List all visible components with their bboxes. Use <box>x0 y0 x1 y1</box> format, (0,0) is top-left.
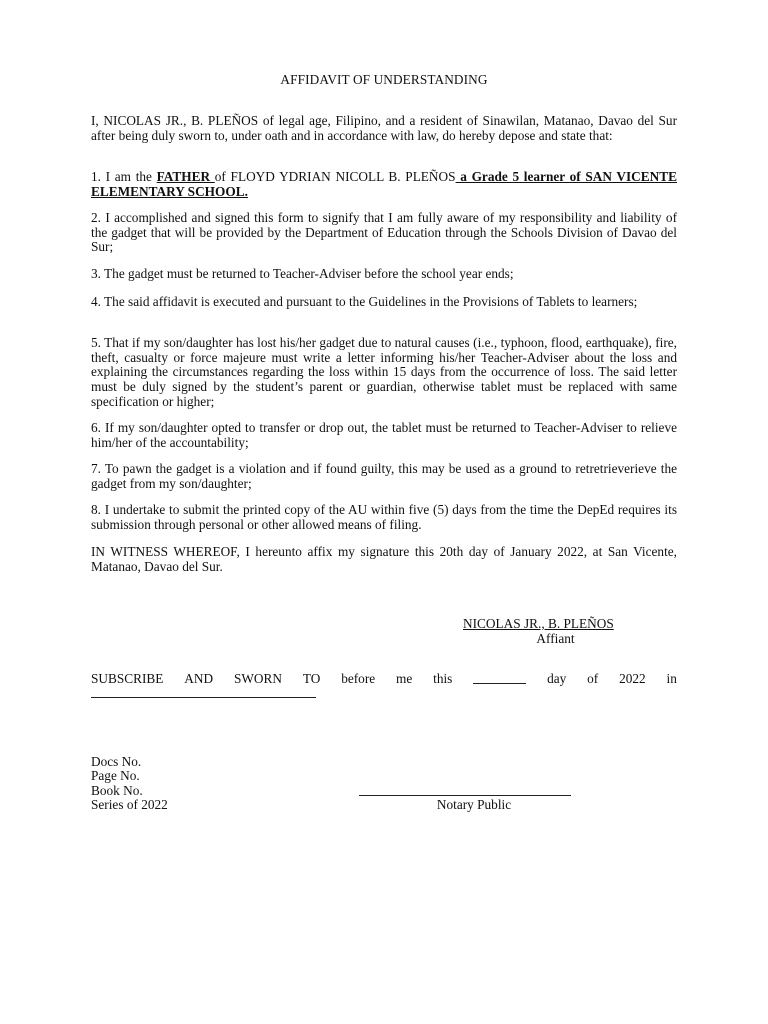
paragraph-8: 8. I undertake to submit the printed copy of the AU within five (5) days from the time the DepEd requires its submission through personal or other allowed means of filing. <box>91 502 677 532</box>
paragraph-3: 3. The gadget must be returned to Teacher-Adviser before the school year ends; <box>91 266 514 281</box>
document-title: AFFIDAVIT OF UNDERSTANDING <box>280 72 488 87</box>
notary-label: Notary Public <box>436 797 512 812</box>
witness-paragraph: IN WITNESS WHEREOF, I hereunto affix my signature this 20th day of January 2022, at San Vicente, Matanao, Davao del Sur. <box>91 544 677 574</box>
place-blank-line <box>91 697 316 698</box>
book-no: Book No. <box>91 783 143 798</box>
intro-paragraph: I, NICOLAS JR., B. PLEÑOS of legal age, Filipino, and a resident of Sinawilan, Matanao, Davao del Sur after being duly sworn to, under oath and in accordance with law, do hereby depose and state that: <box>91 113 677 143</box>
affiant-name: NICOLAS JR., B. PLEÑOS <box>463 616 614 631</box>
p1-role: FATHER <box>156 169 215 184</box>
p1-prefix: 1. I am the <box>91 169 157 184</box>
series: Series of 2022 <box>91 797 168 812</box>
page-no: Page No. <box>91 768 140 783</box>
paragraph-4: 4. The said affidavit is executed and pursuant to the Guidelines in the Provisions of Tablets to learners; <box>91 294 638 309</box>
sworn-word: before <box>341 671 376 686</box>
sworn-word: in <box>666 671 677 686</box>
paragraph-2: 2. I accomplished and signed this form to signify that I am fully aware of my responsibility and liability of the gadget that will be provided by the Department of Education through the Schools Division of Davao del Sur; <box>91 210 677 255</box>
paragraph-7: 7. To pawn the gadget is a violation and if found guilty, this may be used as a ground to retretrieverieve the gadget from my son/daughter; <box>91 461 677 491</box>
sworn-word: 2022 <box>619 671 646 686</box>
sworn-statement <box>91 672 677 687</box>
day-blank-line <box>473 672 526 684</box>
sworn-word: SWORN <box>233 671 282 686</box>
sworn-word: AND <box>184 671 214 686</box>
paragraph-5: 5. That if my son/daughter has lost his/her gadget due to natural causes (i.e., typhoon, flood, earthquake), fire, theft, casualty or force majeure must write a letter informing his/her Teacher-Adviser about the loss and explaining the circumstances regarding the loss within 15 days from the occurrence of loss. The said letter must be duly signed by the student’s parent or guardian, otherwise tablet must be replaced with same specification or higher; <box>91 335 677 409</box>
sworn-word: this <box>433 671 453 686</box>
sworn-word: me <box>396 671 413 686</box>
docs-no: Docs No. <box>91 754 142 769</box>
paragraph-1 <box>91 170 677 199</box>
sworn-word: TO <box>302 671 321 686</box>
sworn-word: of <box>587 671 599 686</box>
notary-signature-line <box>359 795 571 796</box>
affiant-label: Affiant <box>536 631 575 646</box>
sworn-word: day <box>547 671 567 686</box>
p1-suffix: a Grade 5 learner of SAN VICENTE ELEMENTARY SCHOOL. <box>91 169 677 199</box>
paragraph-6: 6. If my son/daughter opted to transfer or drop out, the tablet must be returned to Teacher-Adviser to relieve him/her of the accountability; <box>91 420 677 450</box>
sworn-word: SUBSCRIBE <box>91 671 164 686</box>
p1-middle: of FLOYD YDRIAN NICOLL B. PLEÑOS <box>214 169 456 184</box>
